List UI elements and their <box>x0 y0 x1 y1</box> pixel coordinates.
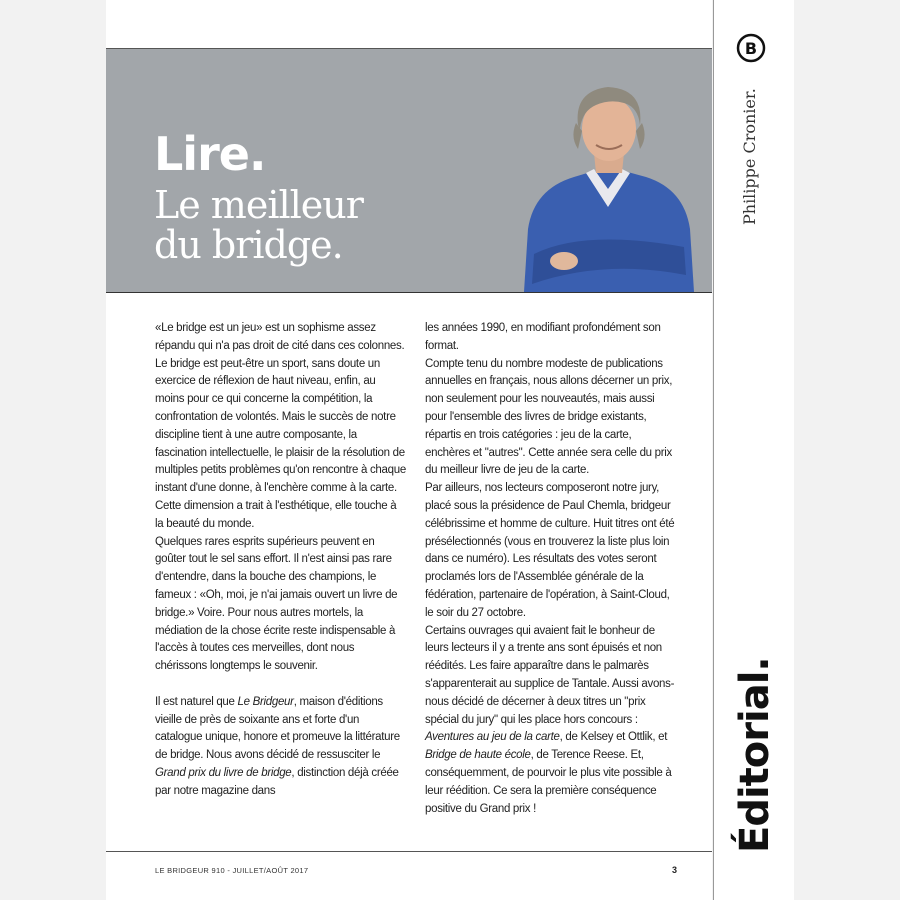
italic-title: Aventures au jeu de la carte <box>425 731 560 744</box>
paragraph-text: les années 1990, en modifiant profondément son format. <box>425 322 661 352</box>
paragraph-text: , de Kelsey et Ottlik, et <box>559 731 668 744</box>
paragraph <box>425 480 677 622</box>
hero-subtitle-line2: du bridge. <box>154 223 343 267</box>
paragraph <box>425 320 677 356</box>
author-name: Philippe Cronier. <box>740 88 759 225</box>
logo-letter: B <box>744 39 758 58</box>
article-column-right <box>425 320 677 818</box>
paragraph-text: , maison d'éditions vieille de près de soixante ans et forte d'un catalogue unique, honore et promeuve la littérature de bridge. Nous avons décidé de ressusciter le <box>155 695 400 762</box>
bridgeur-logo-icon <box>736 33 766 63</box>
article-column-left <box>155 320 407 801</box>
paragraph <box>425 356 677 481</box>
paragraph-text: Par ailleurs, nos lecteurs composeront notre jury, placé sous la présidence de Paul Chemla, bridgeur célébrissime et homme de culture. Huit titres ont été présélectionnés (vous en trouverez la liste plus loin dans ce numéro). Les résultats des votes seront proclamés lors de l'Assemblée générale de la fédération, partenaire de l'opération, à Saint-Cloud, le soir du 27 octobre. <box>425 482 675 619</box>
paragraph-text: Certains ouvrages qui avaient fait le bonheur de leurs lecteurs il y a trente ans sont épuisés et non réédités. Les faire apparaître dans le palmarès s'apparenterait au supplice de Tantale. Aussi avons-nous décidé de décerner à deux titres un "prix spécial du jury" qui les place hors concours : <box>425 624 675 726</box>
paragraph-text: «Le bridge est un jeu» est un sophisme assez répandu qui n'a pas droit de cité dans ces colonnes. Le bridge est peut-être un sport, sans doute un exercice de réflexion de haut niveau, enfin, au moins pour ce qui concerne la compétition, la confrontation de volontés. Mais le succès de notre discipline tient à une autre composante, la fascination intellectuelle, le plaisir de la résolution de multiples petits problèmes qu'on rencontre à chaque instant d'une donne, à l'enchère comme à la carte. Cette dimension a trait à l'esthétique, elle touche à la beauté du monde. <box>155 322 406 530</box>
author-photo <box>524 79 694 292</box>
hero-banner <box>106 49 712 292</box>
paragraph <box>155 534 407 676</box>
paragraph-text: , de Terence Reese. Et, conséquemment, de pourvoir le plus vite possible à leur réédition. Ce sera la première conséquence positive du Grand prix ! <box>425 749 672 815</box>
hero-rule <box>106 292 712 293</box>
paragraph-text: Quelques rares esprits supérieurs peuvent en goûter tout le sel sans effort. Il n'est ainsi pas rare d'entendre, dans la bouche des champions, le fameux : «Oh, moi, je n'ai jamais ouvert un livre de bridge.» Voire. Pour nous autres mortels, la médiation de la chose écrite reste indispensable à l'accès à toutes ces merveilles, dont nous chérissons longtemps le souvenir. <box>155 535 398 673</box>
hero-title: Lire. <box>154 127 266 181</box>
italic-title: Le Bridgeur <box>237 695 294 708</box>
italic-title: Grand prix du livre de bridge <box>155 766 292 779</box>
paragraph-gap <box>155 676 407 694</box>
paragraph <box>155 694 407 801</box>
footer-rule <box>106 851 712 852</box>
hero-subtitle <box>154 185 363 265</box>
paragraph-text: , distinction déjà créée par notre magazine dans <box>155 766 399 797</box>
paragraph <box>425 623 677 819</box>
paragraph-text: Compte tenu du nombre modeste de publications annuelles en français, nous allons décerner un prix, non seulement pour les nouveautés, mais aussi pour l'ensemble des livres de bridge existants, répartis en trois catégories : jeu de la carte, enchères et "autres". Cette année sera celle du prix du meilleur livre de jeu de la carte. <box>425 357 673 477</box>
paragraph-text: Il est naturel que <box>155 695 238 708</box>
section-title: Éditorial. <box>732 657 778 853</box>
paragraph <box>155 320 407 534</box>
italic-title: Bridge de haute école <box>425 749 531 762</box>
footer-issue: LE BRIDGEUR 910 - JUILLET/AOÛT 2017 <box>155 866 309 875</box>
hero-subtitle-line1: Le meilleur <box>154 183 363 227</box>
page-number: 3 <box>672 865 678 875</box>
